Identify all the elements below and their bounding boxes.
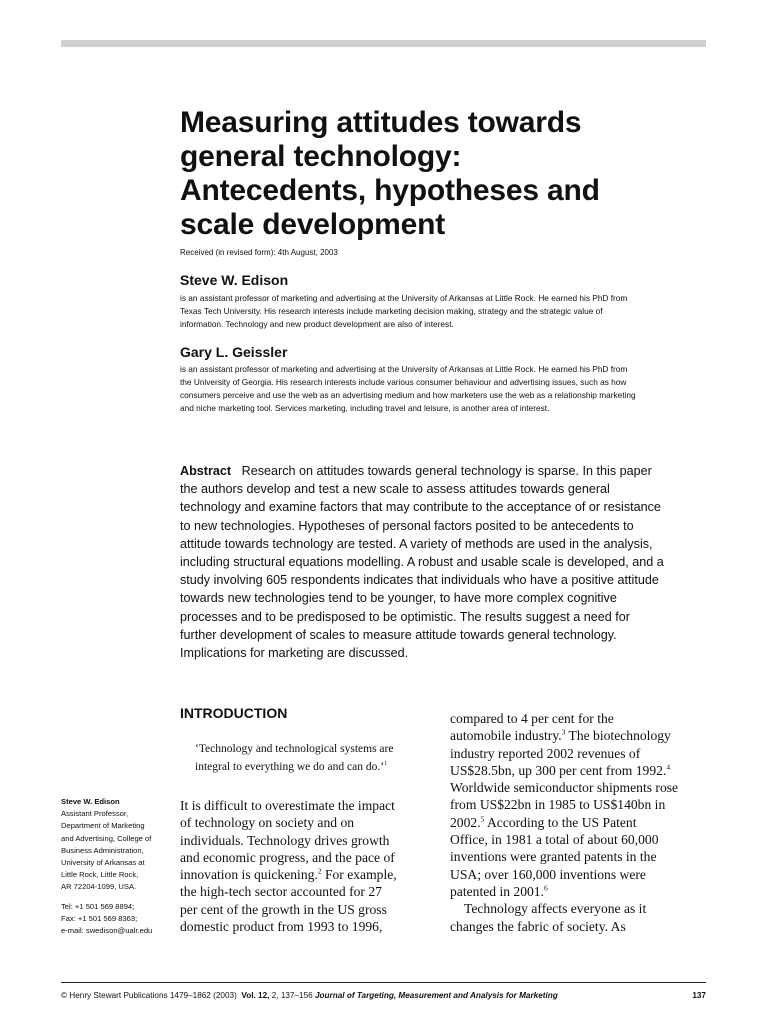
bio-line: consumers perceive and use the web as an advertising medium and how marketers use the web as a relationship marketing [180,390,636,400]
footer-journal-name: Journal of Targeting, Measurement and Analysis for Marketing [314,991,558,1000]
bio-line: is an assistant professor of marketing and advertising at the University of Arkansas at Little Rock. He earned his PhD from [180,293,628,303]
footer-copyright: © Henry Stewart Publications 1479–1862 (2003) [61,991,237,1000]
body-line: US$28.5bn, up 300 per cent from 1992.$^4$ [450,762,671,778]
epigraph-quote [195,740,435,776]
body-line: inventions were granted patents in the [450,849,657,865]
bio-line: the University of Georgia. His research interests include various consumer behaviour and advertising issues, such as how [180,377,627,387]
author-bio-edison [180,292,705,331]
body-line: It is difficult to overestimate the impact [180,798,395,813]
author-name-edison: Steve W. Edison [180,272,289,288]
page-footer [61,991,706,1000]
footnote-ref: 3 [561,727,566,737]
abstract-line: including structural equations modelling. A robust and usable scale is developed, and a [180,555,664,570]
abstract-line: the authors develop and test a new scale to assess attitudes towards general [180,482,610,497]
bio-line: Texas Tech University. His research interests include marketing decision making, strategy and the strategic value of [180,306,603,316]
author-bio-geissler [180,363,705,415]
body-line: individuals. Technology drives growth [180,832,390,848]
abstract-line: study involving 605 respondents indicates that individuals who have a positive attitude [180,573,659,588]
epigraph-line: integral to everything we do and can do.’$^1$ [195,760,388,773]
body-line: Worldwide semiconductor shipments rose [450,780,679,796]
sidebar-phone: Tel: +1 501 569 8894; [61,901,135,911]
sidebar-fax: Fax: +1 501 569 8363; [61,913,138,923]
abstract [180,462,705,662]
body-line: USA; over 160,000 inventions were [450,866,646,882]
top-rule-bar [61,40,706,47]
article-title [180,106,700,242]
title-line: scale development [180,208,446,241]
footer-issue-pages: 2, 137–156 [269,991,313,1000]
abstract-line: further development of scales to measure attitude towards general technology. [180,627,617,642]
abstract-line: Abstract Research on attitudes towards general technology is sparse. In this paper [180,464,652,478]
footnote-ref: 5 [480,814,485,824]
sidebar-spacer [61,894,171,901]
bio-line: information. Technology and new product development are also of interest. [180,319,454,329]
sidebar-address-line: Little Rock, Little Rock, [61,870,139,880]
title-line: Antecedents, hypotheses and [180,174,600,207]
author-contact-sidebar [61,796,171,937]
body-line: of technology on society and on [180,815,355,831]
body-line: from US$22bn in 1985 to US$140bn in [450,797,666,813]
bio-line: and niche marketing tool. Services marketing, including travel and leisure, is another area of interest. [180,403,550,413]
sidebar-email: e-mail: swedison@ualr.edu [61,926,153,936]
body-line: compared to 4 per cent for the [450,711,614,726]
page-number: 137 [692,991,706,1000]
footnote-ref: 4 [666,762,671,772]
sidebar-address-line: AR 72204-1099, USA. [61,882,137,892]
author-name-geissler: Gary L. Geissler [180,344,288,360]
body-line: and economic progress, and the pace of [180,849,395,865]
abstract-line: processes and to be predisposed to be optimistic. The results suggest a need for [180,609,630,624]
sidebar-address-line: Assistant Professor, [61,809,129,819]
body-line: changes the fabric of society. As [450,918,626,934]
body-line: innovation is quickening.$^2$ For example, [180,866,397,883]
body-line: industry reported 2002 revenues of [450,745,641,761]
footnote-ref: 1 [384,760,388,768]
abstract-label: Abstract [180,464,232,478]
body-line: the high-tech sector accounted for 27 [180,884,382,900]
body-line: per cent of the growth in the US gross [180,901,387,917]
section-heading-introduction: INTRODUCTION [180,705,288,721]
footer-rule [61,982,706,983]
sidebar-address-line: Business Administration, [61,845,144,855]
received-date: Received (in revised form): 4th August, 2003 [180,248,338,257]
sidebar-address-line: University of Arkansas at [61,858,145,868]
title-line: Measuring attitudes towards [180,106,582,139]
abstract-line: towards new technologies tend to be younger, to have more complex cognitive [180,591,617,606]
footnote-ref: 2 [317,866,322,876]
body-column-left [180,797,432,935]
bio-line: is an assistant professor of marketing and advertising at the University of Arkansas at Little Rock. He earned his PhD from [180,364,628,374]
sidebar-address-line: and Advertising, College of [61,833,152,843]
footer-volume: Vol. 12, [241,991,270,1000]
abstract-line: attitude towards technology are tested. A variety of methods are used in the analysis, [180,536,653,551]
sidebar-author-name: Steve W. Edison [61,797,120,806]
title-line: general technology: [180,140,462,173]
body-column-right [450,710,708,935]
body-line: patented in 2001.$^6$ [450,883,548,899]
footnote-ref: 6 [544,883,548,893]
body-line: Technology affects everyone as it [464,901,647,917]
body-line: domestic product from 1993 to 1996, [180,919,383,935]
abstract-line: to new technologies. Hypotheses of personal factors posited to be antecedents to [180,518,634,533]
abstract-line: technology and examine factors that may contribute to the acceptance of or resistance [180,500,661,515]
body-line: automobile industry.$^3$ The biotechnology [450,727,671,744]
body-line: Office, in 1981 a total of about 60,000 [450,832,659,848]
abstract-line: Implications for marketing are discussed. [180,646,409,661]
epigraph-line: ‘Technology and technological systems are [195,743,394,755]
sidebar-address-line: Department of Marketing [61,821,145,831]
body-line: 2002.$^5$ According to the US Patent [450,814,637,830]
